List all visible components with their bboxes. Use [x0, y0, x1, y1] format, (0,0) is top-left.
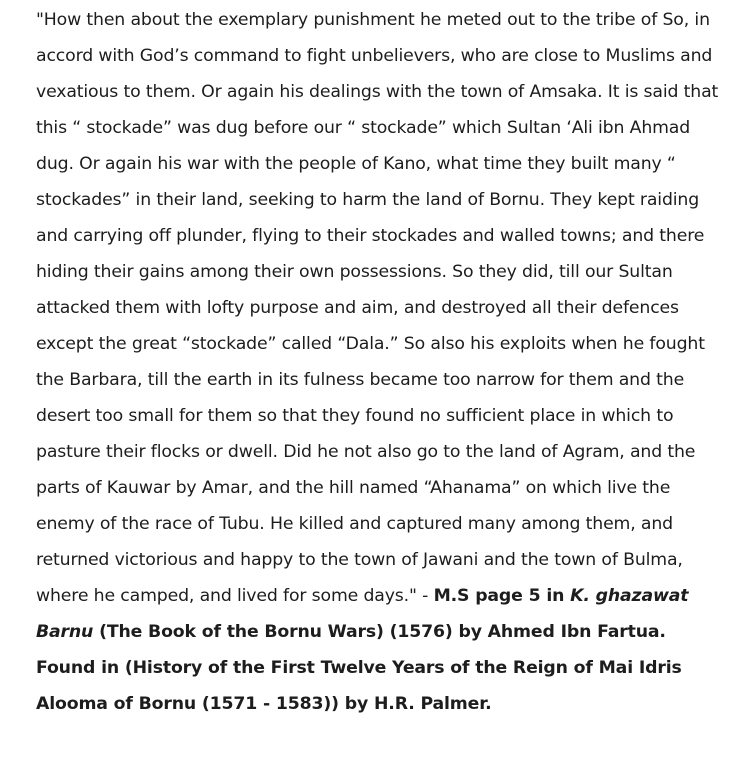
- quote-paragraph: [36, 2, 724, 722]
- citation-details: (The Book of the Bornu Wars) (1576) by Ahmed Ibn Fartua. Found in (History of the First Twelve Years of the Reign of Mai Idris Alooma of Bornu (1571 - 1583)) by H.R. Palmer.: [36, 622, 682, 714]
- citation-work-title: K. ghazawat Barnu: [36, 586, 689, 642]
- quote-separator: -: [416, 586, 434, 606]
- quote-text: "How then about the exemplary punishment he meted out to the tribe of So, in accord with God’s command to fight unbelievers, who are close to Muslims and vexatious to them. Or again his dealings with the town of Amsaka. It is said that this “ stockade” was dug before our “ stockade” which Sultan ‘Ali ibn Ahmad dug. Or again his war with the people of Kano, what time they built many “ stockades” in their land, seeking to harm the land of Bornu. They kept raiding and carrying off plunder, flying to their stockades and walled towns; and there hiding their gains among their own possessions. So they did, till our Sultan attacked them with lofty purpose and aim, and destroyed all their defences except the great “stockade” called “Dala.” So also his exploits when he fought the Barbara, till the earth in its fulness became too narrow for them and the desert too small for them so that they found no sufficient place in which to pasture their flocks or dwell. Did he not also go to the land of Agram, and the parts of Kauwar by Amar, and the hill named “Ahanama” on which live the enemy of the race of Tubu. He killed and captured many among them, and returned victorious and happy to the town of Jawani and the town of Bulma, where he camped, and lived for some days.": [36, 10, 719, 606]
- citation-prefix: M.S page 5 in: [433, 586, 571, 606]
